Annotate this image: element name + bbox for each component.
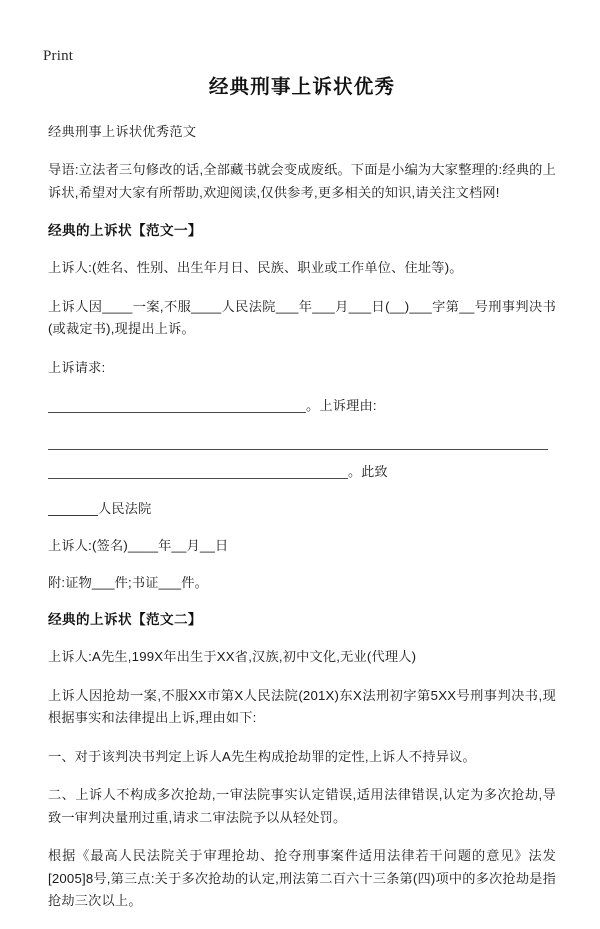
court-line xyxy=(48,498,556,520)
court-line-label: 人民法院 xyxy=(98,501,152,516)
document-subtitle: 经典刑事上诉状优秀范文 xyxy=(48,124,197,139)
section-one-case-line: 上诉人因____一案,不服____人民法院___年___月___日(__)___字第__号刑事判决书(或裁定书),现提出上诉。 xyxy=(48,298,556,336)
hereby-label: 。此致 xyxy=(348,464,388,479)
section-two-heading: 经典的上诉状【范文二】 xyxy=(48,612,202,627)
appeal-request-blank-row xyxy=(48,395,556,417)
blank-rule-reason-second xyxy=(48,478,348,479)
section-two-appellant-line: 上诉人:A先生,199X年出生于XX省,汉族,初中文化,无业(代理人) xyxy=(48,649,417,664)
appeal-reason-blank-block xyxy=(48,433,556,482)
section-two-point-one: 一、对于该判决书判定上诉人A先生构成抢劫罪的定性,上诉人不持异议。 xyxy=(48,748,476,764)
appeal-reason-label: 。上诉理由: xyxy=(306,398,377,413)
section-two-case-line: 上诉人因抢劫一案,不服XX市第X人民法院(201X)东X法刑初字第5XX号刑事判决书,现根据事实和法律提出上诉,理由如下: xyxy=(48,687,556,725)
section-one-request-label: 上诉请求: xyxy=(48,359,106,375)
blank-rule-reason-first xyxy=(48,449,548,450)
section-one-appellant-line: 上诉人:(姓名、性别、出生年月日、民族、职业或工作单位、住址等)。 xyxy=(48,260,463,275)
section-one-heading: 经典的上诉状【范文一】 xyxy=(48,223,202,238)
section-two-point-two: 二、上诉人不构成多次抢劫,一审法院事实认定错误,适用法律错误,认定为多次抢劫,导致一审判决量刑过重,请求二审法院予以从轻处罚。 xyxy=(48,787,556,825)
intro-paragraph: 导语:立法者三句修改的话,全部藏书就会变成废纸。下面是小编为大家整理的:经典的上诉状,希望对大家有所帮助,欢迎阅读,仅供参考,更多相关的知识,请关注文档网! xyxy=(48,162,556,200)
attachment-line: 附:证物___件;书证___件。 xyxy=(48,575,209,590)
print-label[interactable]: Print xyxy=(43,48,74,64)
document-body xyxy=(48,74,556,929)
section-two-citation: 根据《最高人民法院关于审理抢劫、抢夺刑事案件适用法律若干问题的意见》法发[2005]8号,第三点:关于多次抢劫的认定,刑法第二百六十三条第(四)项中的多次抢劫是指抢劫三次以上。 xyxy=(48,848,556,908)
blank-rule-court xyxy=(48,515,98,516)
blank-rule-request xyxy=(48,412,306,413)
page-title: 经典刑事上诉状优秀 xyxy=(208,76,396,98)
signature-line: 上诉人:(签名)____年__月__日 xyxy=(48,538,229,553)
